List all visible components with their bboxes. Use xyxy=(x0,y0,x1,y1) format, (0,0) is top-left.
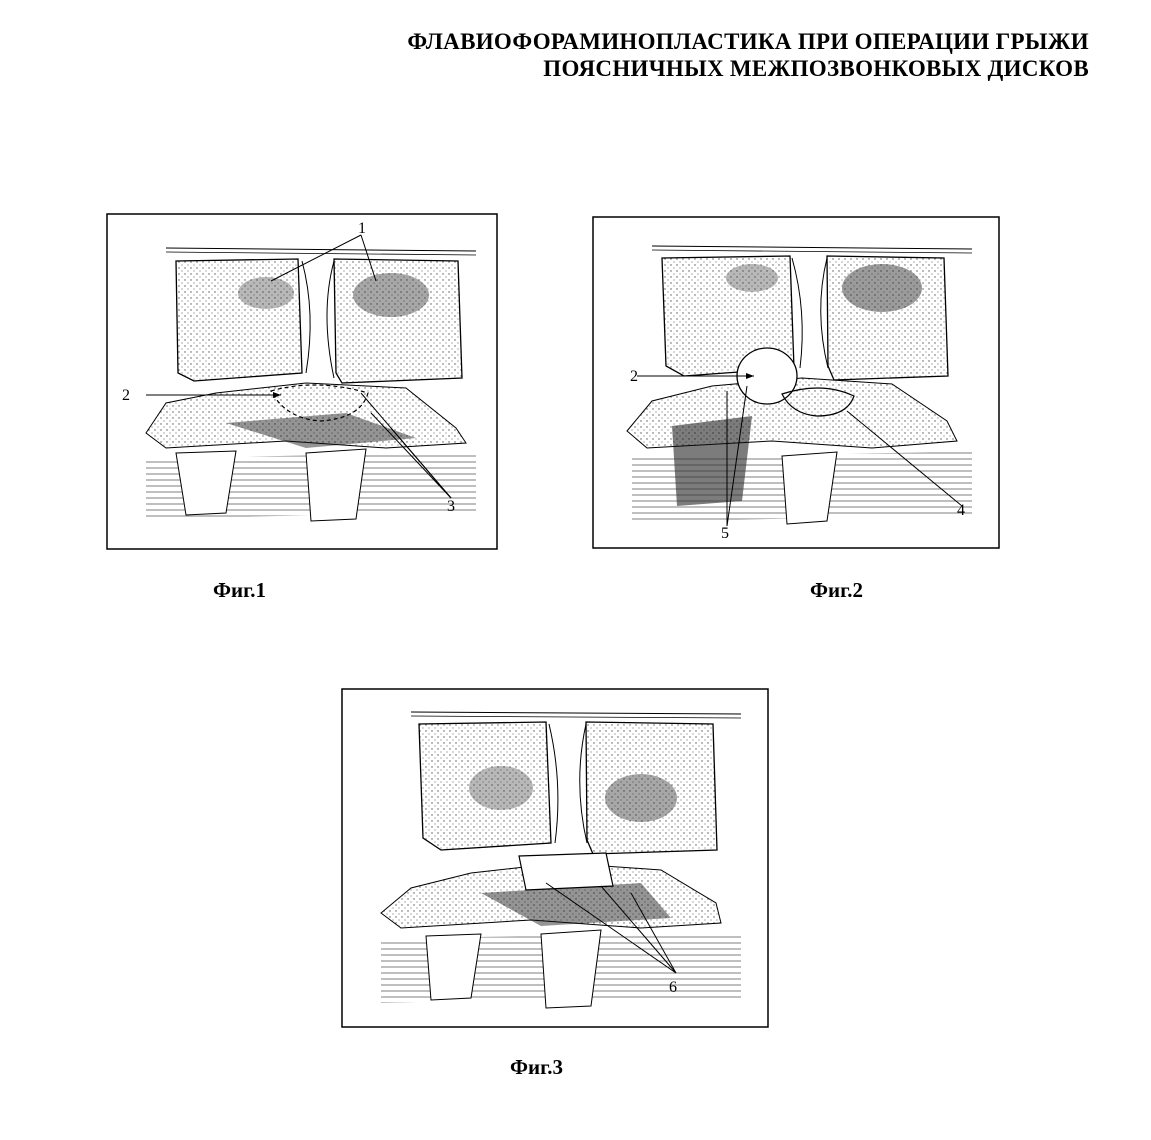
figure-3 xyxy=(341,688,769,1028)
fig1-label-3: 3 xyxy=(447,498,455,515)
title-line-1: ФЛАВИОФОРАМИНОПЛАСТИКА ПРИ ОПЕРАЦИИ ГРЫЖИ xyxy=(407,29,1089,54)
figure-2-caption: Фиг.2 xyxy=(810,578,864,602)
figure-3-caption: Фиг.3 xyxy=(510,1055,564,1079)
fig1-label-2: 2 xyxy=(122,387,130,404)
fig2-label-5: 5 xyxy=(721,525,729,542)
fig2-label-2: 2 xyxy=(630,368,638,385)
title-line-2: ПОЯСНИЧНЫХ МЕЖПОЗВОНКОВЫХ ДИСКОВ xyxy=(543,56,1089,81)
figure-2 xyxy=(592,216,1000,549)
fig1-label-1: 1 xyxy=(358,220,366,237)
document-title xyxy=(407,28,1089,82)
figure-1-drawing xyxy=(106,213,498,550)
figure-2-drawing xyxy=(592,216,1000,549)
figure-1 xyxy=(106,213,498,550)
figure-1-caption: Фиг.1 xyxy=(213,578,267,602)
figure-3-drawing xyxy=(341,688,769,1028)
fig3-label-6: 6 xyxy=(669,979,677,996)
fig2-label-4: 4 xyxy=(957,502,965,519)
